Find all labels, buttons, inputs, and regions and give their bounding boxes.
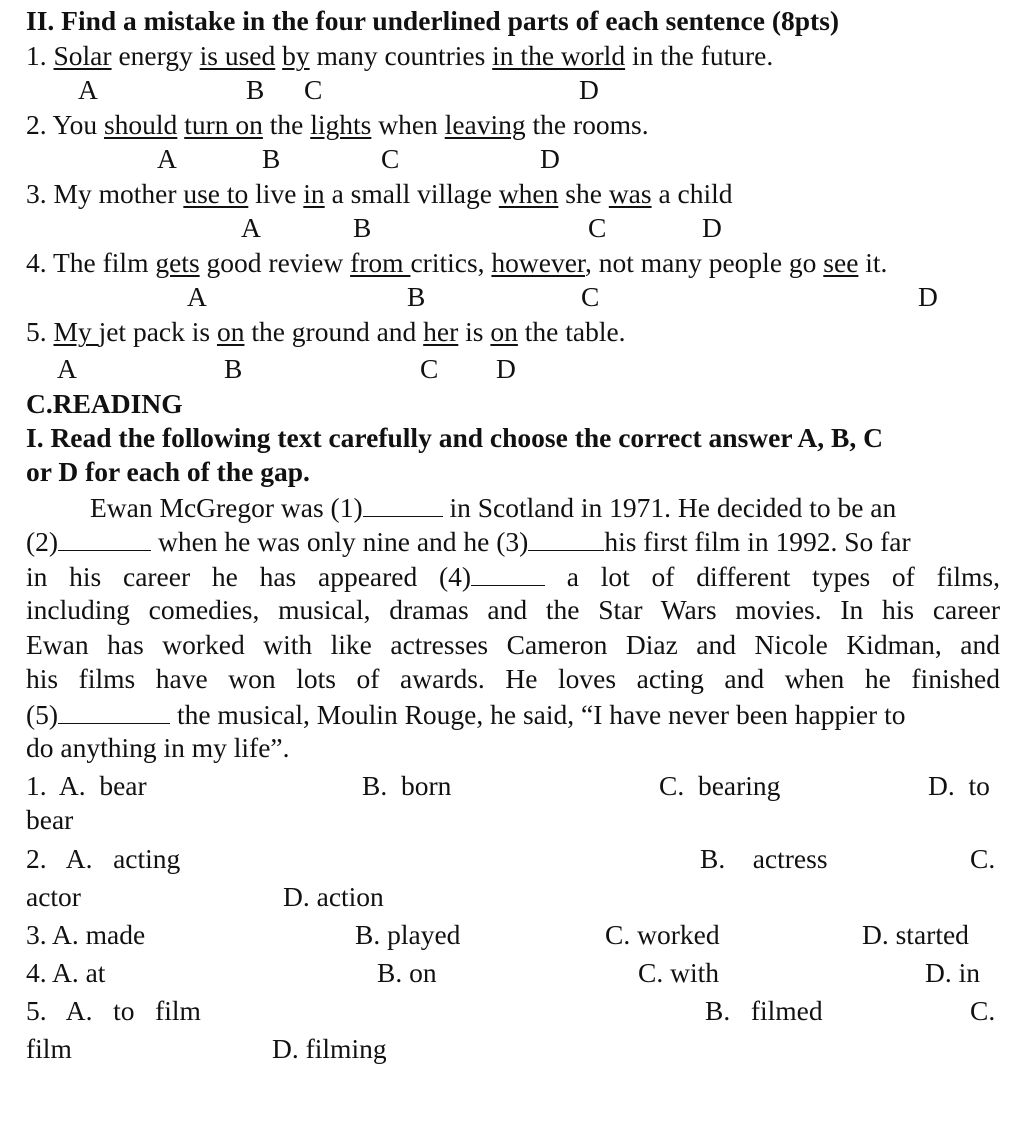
option-d: D. started — [862, 919, 969, 950]
letter-b: B — [224, 353, 243, 384]
underlined-part-a: gets — [155, 247, 200, 278]
gap-1-blank — [363, 490, 443, 517]
sentence-text: critics, — [410, 247, 492, 278]
answer-letters-row — [0, 280, 1024, 314]
underlined-part-c: however — [491, 247, 585, 278]
option-c-continued: film — [26, 1033, 72, 1064]
option-a: 2. A. acting — [26, 843, 181, 874]
options-question-2-wrap — [0, 880, 1024, 914]
mistake-question-3 — [26, 177, 733, 211]
letter-c: C — [588, 212, 607, 243]
option-b: B. on — [377, 957, 437, 988]
letter-c: C — [581, 281, 600, 312]
gap-4-blank — [471, 559, 545, 586]
question-number: 1. — [26, 40, 54, 71]
sentence-text: the — [262, 109, 311, 140]
answer-letters-row — [0, 211, 1024, 245]
passage-line-8: do anything in my life”. — [26, 732, 290, 763]
question-number: 2. You — [26, 109, 104, 140]
section-heading-mistakes: II. Find a mistake in the four underlined parts of each sentence (8pts) — [26, 5, 840, 36]
letter-a: A — [57, 353, 77, 384]
sentence-text: it. — [858, 247, 888, 278]
sentence-text: the ground and — [244, 316, 424, 347]
options-question-1-wrap — [0, 803, 1024, 837]
underlined-part-d: in the world — [492, 40, 626, 71]
underlined-part-d: on — [490, 316, 518, 347]
letter-a: A — [241, 212, 261, 243]
sentence-text: many countries — [309, 40, 493, 71]
question-number: 5. — [26, 316, 54, 347]
passage-text: a lot of different types of films, — [545, 561, 1000, 592]
mistake-question-1 — [26, 39, 773, 73]
answer-letters-row — [0, 73, 1024, 107]
gap-5-blank — [58, 697, 170, 724]
passage-text: in his career he has appeared (4) — [26, 561, 472, 592]
sentence-text: the rooms. — [525, 109, 649, 140]
underlined-part-c: when — [498, 178, 559, 209]
letter-d: D — [540, 143, 560, 174]
option-c-continued: actor — [26, 881, 81, 912]
sentence-text: a child — [651, 178, 733, 209]
letter-b: B — [262, 143, 281, 174]
letter-a: A — [78, 74, 98, 105]
reading-section-title: C.READING — [26, 388, 183, 419]
underlined-part-a: should — [103, 109, 178, 140]
underlined-part-b: in — [303, 178, 325, 209]
underlined-part-b: is used — [199, 40, 276, 71]
sentence-text: , not many people go — [584, 247, 824, 278]
option-a: 3. A. made — [26, 919, 146, 950]
option-a: 1. A. bear — [26, 770, 147, 801]
passage-text: his first film in 1992. So far — [604, 526, 911, 557]
passage-line-7 — [26, 697, 905, 732]
letter-c: C — [304, 74, 323, 105]
option-a: 5. A. to film — [26, 995, 201, 1026]
letter-d: D — [496, 353, 516, 384]
options-question-5-wrap — [0, 1032, 1024, 1066]
passage-text: when he was only nine and he (3) — [151, 526, 529, 557]
option-d: D. action — [283, 881, 384, 912]
underlined-part-a: My — [53, 316, 99, 347]
sentence-text: good review — [199, 247, 351, 278]
sentence-text: live — [248, 178, 304, 209]
underlined-part-a: use to — [183, 178, 249, 209]
underlined-part-b: turn on — [184, 109, 263, 140]
passage-line-2 — [26, 524, 911, 559]
option-d-continued: bear — [26, 804, 74, 835]
option-d: D. in — [925, 957, 980, 988]
sentence-text: is — [458, 316, 491, 347]
options-question-4 — [0, 956, 1024, 990]
option-b: B. actress — [700, 843, 828, 874]
underlined-part-b: on — [216, 316, 245, 347]
option-b: B. born — [362, 770, 452, 801]
sentence-text: jet pack is — [98, 316, 217, 347]
sentence-text: she — [558, 178, 609, 209]
letter-b: B — [353, 212, 372, 243]
option-a: 4. A. at — [26, 957, 106, 988]
option-c: C. worked — [605, 919, 720, 950]
options-question-5 — [0, 994, 1024, 1028]
mistake-question-4 — [26, 246, 887, 280]
passage-line-4: including comedies, musical, dramas and the Star Wars movies. In his career — [26, 594, 1000, 625]
letter-d: D — [579, 74, 599, 105]
passage-text: (5) — [26, 699, 59, 730]
answer-letters-row — [0, 352, 1024, 386]
underlined-part-c: by — [282, 40, 310, 71]
mistake-question-2 — [26, 108, 649, 142]
sentence-text: energy — [111, 40, 200, 71]
gap-2-blank — [58, 524, 151, 551]
sentence-text: when — [371, 109, 445, 140]
passage-line-3 — [26, 559, 1000, 594]
reading-instruction-line2: or D for each of the gap. — [26, 456, 310, 487]
letter-c: C — [420, 353, 439, 384]
option-c: C. with — [638, 957, 719, 988]
passage-line-6: his films have won lots of awards. He loves acting and when he finished — [26, 663, 1000, 694]
letter-c: C — [381, 143, 400, 174]
underlined-part-c: her — [423, 316, 459, 347]
option-c: C. bearing — [659, 770, 781, 801]
sentence-text: in the future. — [625, 40, 774, 71]
sentence-text: a small village — [324, 178, 499, 209]
letter-b: B — [407, 281, 426, 312]
question-number: 4. The film — [26, 247, 156, 278]
passage-text: Ewan McGregor was (1) — [90, 492, 363, 523]
letter-a: A — [157, 143, 177, 174]
question-number: 3. My mother — [26, 178, 184, 209]
mistake-question-5 — [26, 315, 626, 349]
underlined-part-d: was — [608, 178, 652, 209]
option-d: D. to — [928, 770, 990, 801]
passage-line-1 — [90, 490, 896, 525]
underlined-part-b: from — [350, 247, 411, 278]
option-c-label: C. — [970, 995, 996, 1026]
passage-line-5: Ewan has worked with like actresses Cameron Diaz and Nicole Kidman, and — [26, 629, 1000, 660]
options-question-3 — [0, 918, 1024, 952]
answer-letters-row — [0, 142, 1024, 176]
letter-d: D — [702, 212, 722, 243]
option-c-label: C. — [970, 843, 996, 874]
option-b: B. played — [355, 919, 461, 950]
underlined-part-a: Solar — [53, 40, 112, 71]
underlined-part-c: lights — [310, 109, 372, 140]
sentence-text: the table. — [517, 316, 626, 347]
passage-text: the musical, Moulin Rouge, he said, “I have never been happier to — [170, 699, 906, 730]
letter-d: D — [918, 281, 938, 312]
letter-a: A — [187, 281, 207, 312]
underlined-part-d: see — [823, 247, 859, 278]
option-b: B. filmed — [705, 995, 823, 1026]
passage-text: in Scotland in 1971. He decided to be an — [442, 492, 897, 523]
option-d: D. filming — [272, 1033, 387, 1064]
gap-3-blank — [528, 524, 604, 551]
underlined-part-d: leaving — [444, 109, 526, 140]
options-question-2 — [0, 842, 1024, 876]
options-question-1 — [0, 769, 1024, 803]
passage-text: (2) — [26, 526, 59, 557]
letter-b: B — [246, 74, 265, 105]
reading-instruction-line1: I. Read the following text carefully and choose the correct answer A, B, C — [26, 422, 883, 453]
